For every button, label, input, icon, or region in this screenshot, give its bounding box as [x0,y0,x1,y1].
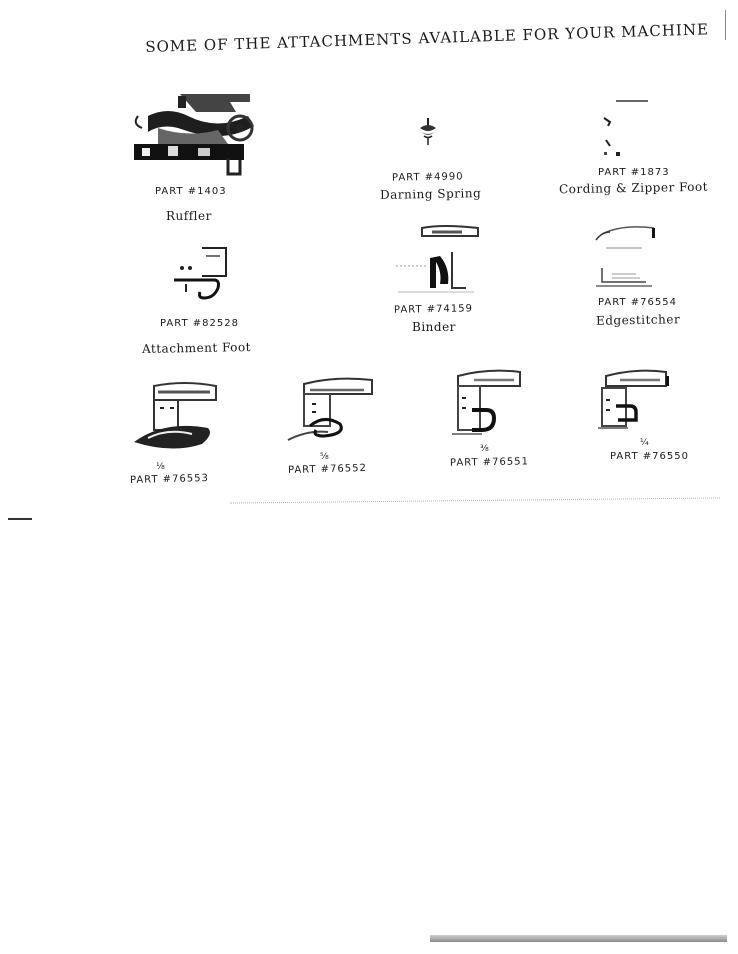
size-fraction: ⅝ [320,452,329,462]
edgestitcher-icon [592,220,664,292]
attachment-name-ruffler: Ruffler [166,209,212,223]
attachment-name-cording-zipper-foot: Cording & Zipper Foot [558,179,709,197]
darning-spring-icon [414,116,442,148]
page-title: SOME OF THE ATTACHMENTS AVAILABLE FOR YOUR MACHINE [145,20,710,56]
page-edge-mark [725,10,726,40]
part-number-4990: PART #4990 [391,171,464,184]
scan-edge-bar [430,935,727,942]
size-fraction: ⅜ [480,444,489,454]
attachment-name-darning-spring: Darning Spring [379,186,482,202]
cording-zipper-foot-icon [596,96,656,162]
attachment-name-binder: Binder [412,320,456,334]
part-number-74159: PART #74159 [393,303,474,316]
size-fraction: ⅛ [156,462,165,472]
hemmer-foot-icon-76551 [444,366,526,440]
hemmer-foot-icon-76552 [284,376,376,448]
divider-line [230,497,720,503]
hemmer-foot-icon-76553 [128,380,220,456]
binder-icon [392,222,482,296]
size-fraction: ¼ [640,438,649,448]
part-number-82528: PART #82528 [160,318,239,329]
attachment-name-attachment-foot: Attachment Foot [141,340,252,356]
part-number-76551: PART #76551 [449,456,530,469]
hemmer-foot-icon-76550 [596,366,676,436]
part-number-76553: PART #76553 [129,472,210,487]
part-number-76554: PART #76554 [598,297,677,308]
attachment-foot-icon [168,244,234,306]
part-number-76552: PART #76552 [287,462,368,477]
attachment-name-edgestitcher: Edgestitcher [595,312,681,328]
ruffler-icon [128,86,268,181]
margin-mark [8,518,32,520]
part-number-1873: PART #1873 [598,167,670,178]
part-number-1403: PART #1403 [155,186,227,197]
part-number-76550: PART #76550 [610,451,689,462]
